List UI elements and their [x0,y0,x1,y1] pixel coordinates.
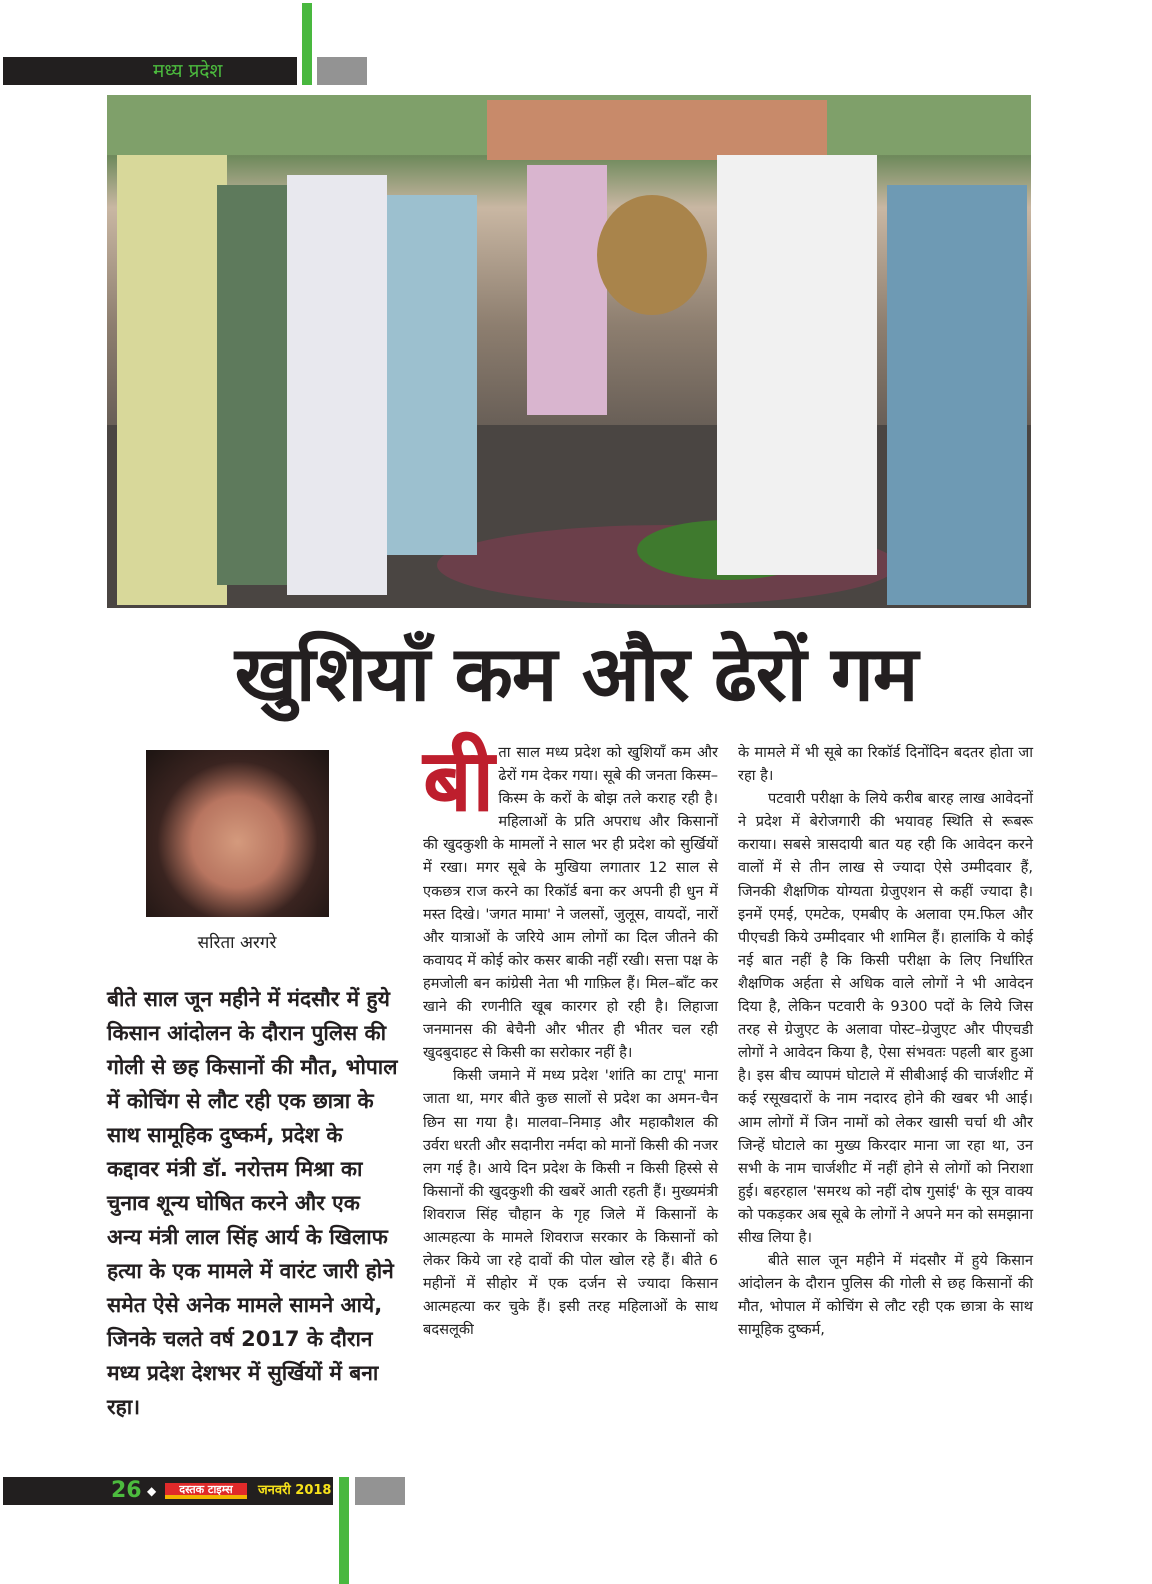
separator-icon: ◆ [147,1484,157,1498]
author-name: सरिता अरगरे [197,933,277,953]
magazine-logo: दस्तक टाइम्स [165,1483,247,1499]
section-header-bar [3,57,297,85]
issue-date: जनवरी 2018 [258,1483,332,1498]
article-title: खुशियाँ कम और ढेरों गम [234,629,918,718]
page-number: 26 [111,1478,142,1503]
drop-cap: बी [423,731,495,831]
paragraph: बीते साल जून महीने में मंदसौर में हुये किसान आंदोलन के दौरान पुलिस की गोली से छह किसानों की मौत, भोपाल में कोचिंग से लौट रही एक छात्रा के साथ सामूहिक दुष्कर्म, [738,1252,1033,1339]
article-column-3 [738,741,1033,1341]
paragraph: पटवारी परीक्षा के लिये करीब बारह लाख आवेदनों ने प्रदेश में बेरोजगारी की भयावह स्थिति से रूबरू कराया। सबसे त्रासदायी बात यह रही कि आवेदन करने वालों में से तीन लाख से ज्यादा ऐसे उम्मीदवार हैं, जिनकी शैक्षणिक योग्यता ग्रेजुएशन से कहीं ज्यादा है। इनमें एमई, एमटेक, एमबीए के अलावा एम.फिल और पीएचडी किये उम्मीदवार भी शामिल हैं। हालांकि ये कोई नई बात नहीं है कि किसी परीक्षा के लिए निर्धारित शैक्षणिक अर्हता से अधिक वाले लोगों ने भी आवेदन दिया है, लेकिन पटवारी के 9300 पदों के लिये जिस तरह से ग्रेजुएट के अलावा पोस्ट–ग्रेजुएट और पीएचडी लोगों ने आवेदन किया है, ऐसा संभवतः पहली बार हुआ है। इस बीच व्यापमं घोटाले में सीबीआई की चार्जशीट में कई रसूखदारों के नाम नदारद होने की खबर भी आई। आम लोगों में जिन नामों को लेकर खासी चर्चा थी और जिन्हें घोटाले का मुख्य किरदार माना जा रहा था, उन सभी के नाम चार्जशीट में नहीं होने से लोगों को निराशा हुई। बहरहाल 'समरथ को नहीं दोष गुसांई' के सूत्र वाक्य को पकड़कर अब सूबे के लोगों ने अपने मन को समझाना सीख लिया है। [738,790,1033,1246]
article-intro: बीते साल जून महीने में मंदसौर में हुये किसान आंदोलन के दौरान पुलिस की गोली से छह किसानों की मौत, भोपाल में कोचिंग से लौट रही एक छात्रा के साथ सामूहिक दुष्कर्म, प्रदेश के कद्दावर मंत्री डॉ. नरोत्तम मिश्रा का चुनाव शून्य घोषित करने और एक अन्य मंत्री लाल सिंह आर्य के खिलाफ हत्या के एक मामले में वारंट जारी होने समेत ऐसे अनेक मामले सामने आये, जिनके चलते वर्ष 2017 के दौरान मध्य प्रदेश देशभर में सुर्खियों में बना रहा। [107,987,398,1419]
green-accent-bar-footer [339,1477,349,1584]
article-column-2 [423,731,718,1341]
paragraph: के मामले में भी सूबे का रिकॉर्ड दिनोंदिन बदतर होता जा रहा है। [738,744,1033,785]
green-accent-bar [302,3,312,85]
footer-bar [3,1477,333,1505]
author-photo [146,750,329,917]
gray-accent-box-footer [355,1477,405,1505]
paragraph: किसी जमाने में मध्य प्रदेश 'शांति का टापू' माना जाता था, मगर बीते कुछ सालों से प्रदेश का अमन-चैन छिन सा गया है। मालवा–निमाड़ और महाकौशल की उर्वरा धरती और सदानीरा नर्मदा को मानों किसी की नजर लग गई है। आये दिन प्रदेश के किसी न किसी हिस्से से किसानों की खुदकुशी की खबरें आती रहती हैं। मुख्यमंत्री शिवराज सिंह चौहान के गृह जिले में किसानों के आत्महत्या के मामले शिवराज सरकार के किसानों को लेकर किये जा रहे दावों की पोल खोल रहे हैं। बीते 6 महीनों में सीहोर में एक दर्जन से ज्यादा किसान आत्महत्या कर चुके हैं। इसी तरह महिलाओं के साथ बदसलूकी [423,1067,718,1339]
section-label: मध्य प्रदेश [153,60,223,82]
main-photo-protest [107,95,1031,608]
paragraph: ता साल मध्य प्रदेश को खुशियाँ कम और ढेरों गम देकर गया। सूबे की जनता किस्म–किस्म के करों के बोझ तले कराह रही है। महिलाओं के प्रति अपराध और किसानों की खुदकुशी के मामलों ने साल भर ही प्रदेश को सुर्खियों में रखा। मगर सूबे के मुखिया लगातार 12 साल से एकछत्र राज करने का रिकॉर्ड बना कर अपनी ही धुन में मस्त दिखे। 'जगत मामा' ने जलसों, जुलूस, वायदों, नारों और यात्राओं के जरिये आम लोगों का दिल जीतने की कवायद में कोई कोर कसर बाकी नहीं रखी। सत्ता पक्ष के हमजोली बन कांग्रेसी नेता भी गाफ़िल हैं। मिल–बाँट कर खाने की रणनीति खूब कारगर हो रही है। लिहाजा जनमानस की बेचैनी और भीतर ही भीतर चल रही खुदबुदाहट से किसी का सरोकार नहीं है। [423,744,718,1062]
gray-accent-box [317,57,367,85]
